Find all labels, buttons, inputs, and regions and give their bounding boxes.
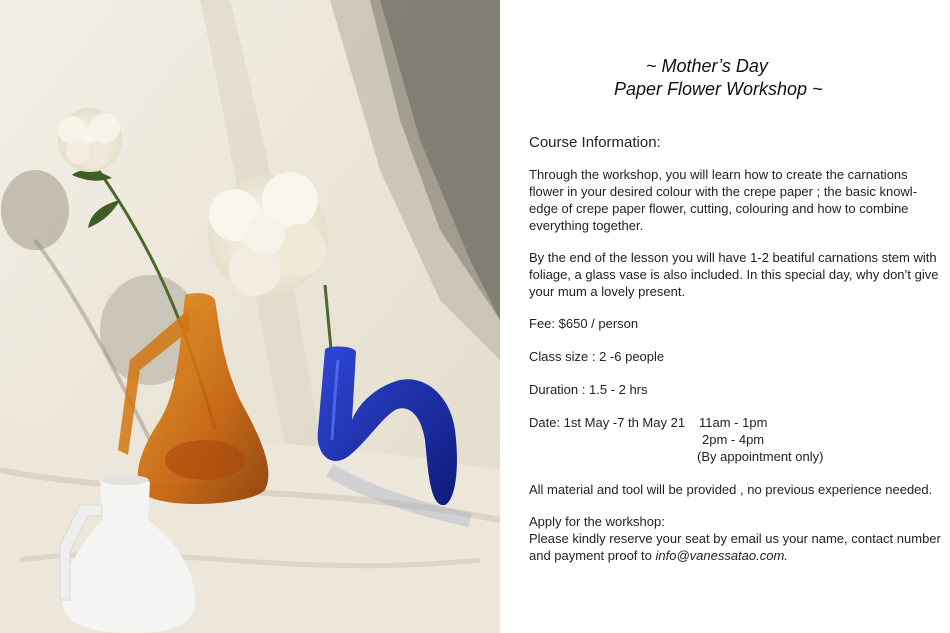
apply-heading: Apply for the workshop: — [529, 514, 665, 529]
apply-instructions: Please kindly reserve your seat by email us your name, contact number and payment proof to — [529, 531, 941, 563]
course-intro: Through the workshop, you will learn how to create the carnations flower in your desired colour with the crepe paper ; the basic knowl-edge of crepe paper flower, cutting, colouring and how to combine everything together. — [529, 167, 918, 233]
course-heading: Course Information: — [529, 134, 661, 151]
title-line-1: ~ Mother’s Day — [646, 56, 768, 76]
time-slot-2: 2pm - 4pm — [702, 432, 765, 447]
duration: Duration : 1.5 - 2 hrs — [529, 382, 648, 397]
course-details — [529, 134, 944, 564]
time-slot-1: 11am - 1pm — [699, 415, 768, 430]
workshop-title — [614, 55, 844, 101]
carnation-left — [58, 108, 122, 172]
schedule — [529, 414, 944, 465]
appointment-note: (By appointment only) — [697, 449, 824, 464]
materials-note: All material and tool will be provided , no previous experience needed. — [529, 482, 933, 497]
date-range: Date: 1st May -7 th May 21 — [529, 415, 686, 430]
workshop-info — [529, 0, 944, 633]
apply-text — [529, 530, 944, 564]
class-size: Class size : 2 -6 people — [529, 349, 665, 364]
course-outcome: By the end of the lesson you will have 1-2 beatiful carnations stem with foliage, a glass vase is also included. In this special day, why don’t give your mum a lovely present. — [529, 250, 939, 299]
title-line-2: Paper Flower Workshop ~ — [614, 79, 823, 99]
contact-email[interactable]: info@vanessatao.com. — [655, 548, 788, 563]
fee: Fee: $650 / person — [529, 316, 639, 331]
